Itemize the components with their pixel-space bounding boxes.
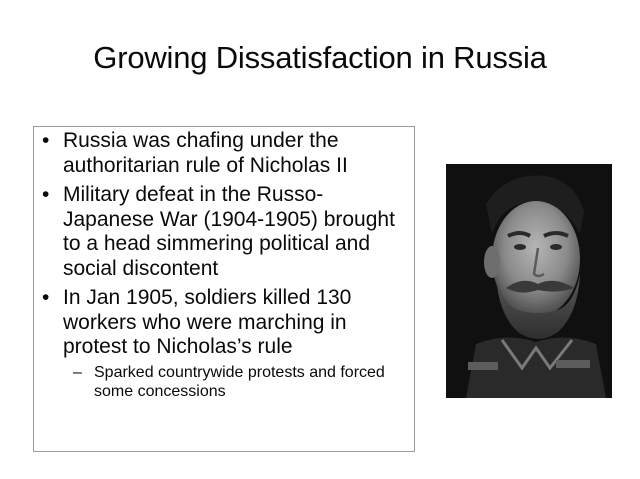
sub-bullet-list [63,363,408,402]
bullet-item [34,183,414,281]
portrait-photo [446,164,612,398]
bullet-text: Military defeat in the Russo-Japanese War (1904-1905) brought to a head simmering political and social discontent [63,183,395,280]
sub-bullet-text: Sparked countrywide protests and forced some concessions [94,363,385,400]
bullet-marker: • [42,286,50,309]
bullet-text: In Jan 1905, soldiers killed 130 workers who were marching in protest to Nicholas’s rule [63,286,352,358]
slide-title: Growing Dissatisfaction in Russia [93,40,547,75]
bullet-item [34,129,414,178]
bullet-text-box [33,126,415,452]
sub-bullet-marker: – [73,363,82,381]
bullet-marker: • [42,129,50,152]
portrait-illustration [446,164,612,398]
bullet-text: Russia was chafing under the authoritarian rule of Nicholas II [63,129,348,177]
bullet-item [34,286,414,402]
sub-bullet-item [69,363,408,402]
bullet-marker: • [42,183,50,206]
bullet-list [34,129,414,407]
